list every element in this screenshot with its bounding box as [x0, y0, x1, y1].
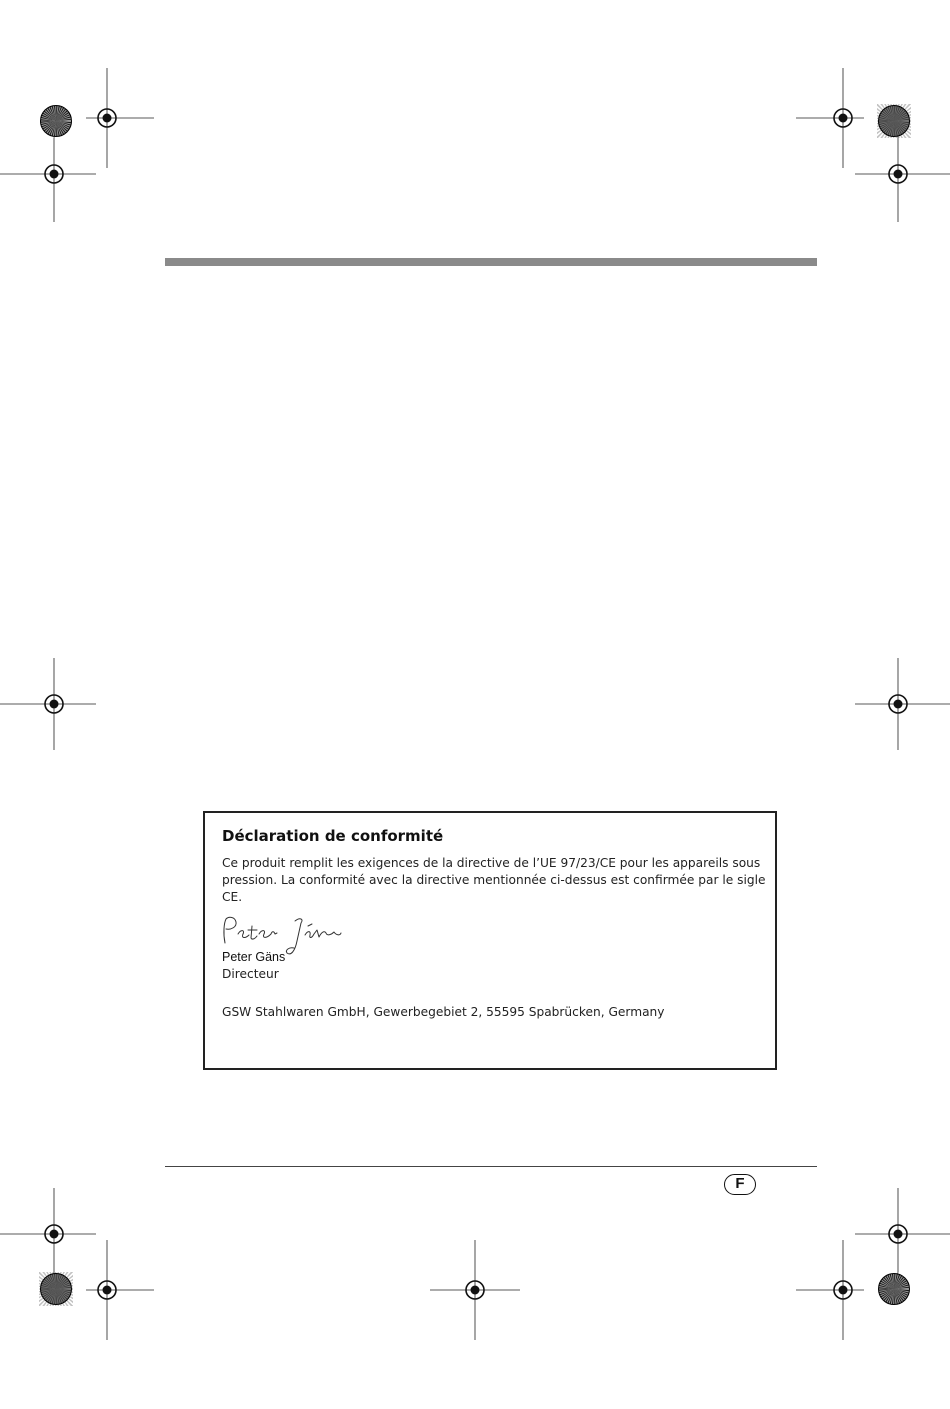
registration-crosshair-icon — [855, 1188, 950, 1280]
registration-crosshair-icon — [0, 128, 96, 222]
registration-crosshair-icon — [796, 1240, 864, 1340]
registration-crosshair-icon — [430, 1240, 520, 1340]
radial-color-target-icon — [877, 1272, 911, 1306]
declaration-box — [203, 811, 777, 1070]
registration-crosshair-icon — [0, 658, 96, 750]
declaration-title: Déclaration de conformité — [222, 827, 444, 845]
registration-crosshair-icon — [86, 68, 154, 168]
registration-crosshair-icon — [855, 128, 950, 222]
registration-crosshair-icon — [86, 1240, 154, 1340]
registration-crosshair-icon — [0, 1188, 96, 1280]
radial-color-target-icon — [39, 1272, 73, 1306]
signatory-title: Directeur — [222, 967, 279, 981]
registration-crosshair-icon — [796, 68, 864, 168]
declaration-body: Ce produit remplit les exigences de la directive de l’UE 97/23/CE pour les appareils sous pression. La conformité avec la directive mentionnée ci-dessus est confirmée par le sigle CE. — [222, 856, 766, 904]
registration-crosshair-icon — [855, 658, 950, 750]
signatory-name: Peter Gäns — [222, 950, 286, 964]
radial-color-target-icon — [877, 104, 911, 138]
company-address: GSW Stahlwaren GmbH, Gewerbegebiet 2, 55595 Spabrücken, Germany — [222, 1005, 665, 1019]
language-badge: F — [724, 1174, 756, 1195]
radial-color-target-icon — [39, 104, 73, 138]
header-rule — [165, 258, 817, 266]
footer-rule — [165, 1166, 817, 1167]
